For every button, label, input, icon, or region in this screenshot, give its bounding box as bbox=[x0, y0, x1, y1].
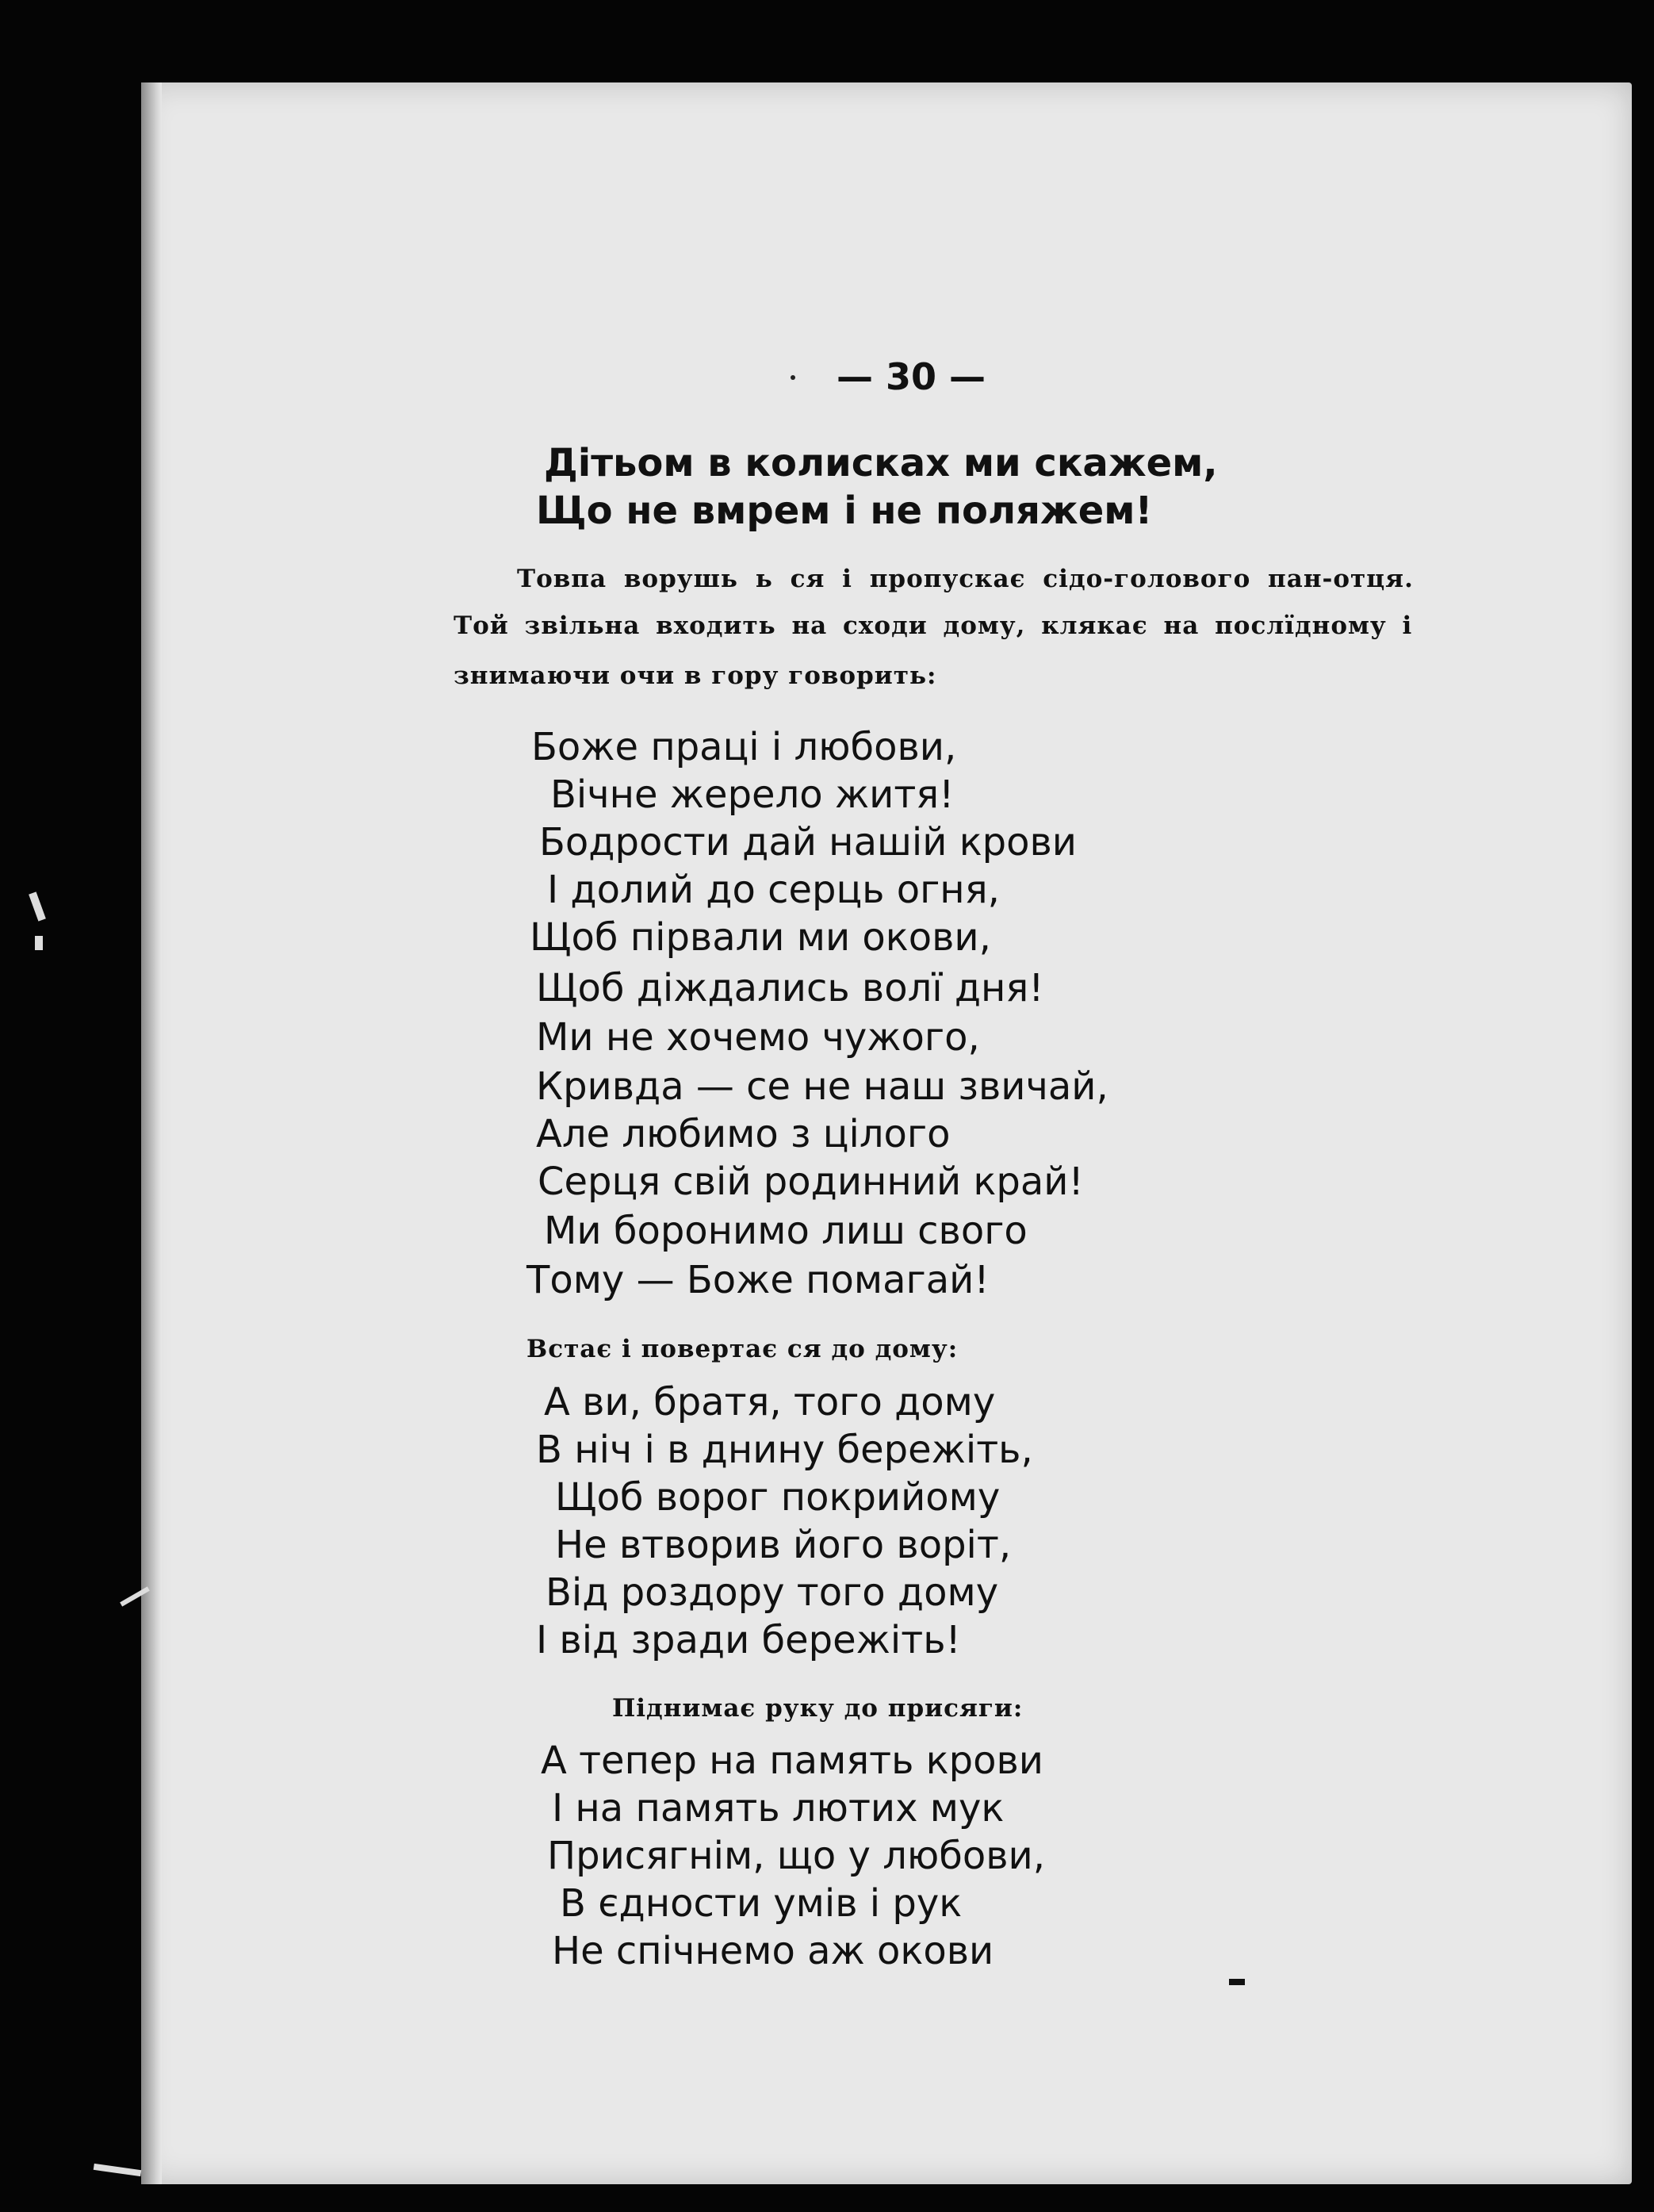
scan-speck bbox=[1229, 1979, 1245, 1985]
verse-line: Але любимо з цілого bbox=[536, 1112, 951, 1156]
page-gutter-shadow bbox=[141, 82, 162, 2184]
verse-line: Щоб пірвали ми окови, bbox=[530, 915, 991, 960]
stage-direction-line: знимаючи очи в гору говорить: bbox=[454, 661, 937, 690]
stray-dot bbox=[791, 375, 795, 380]
stage-direction-line: Встає і повертає ся до дому: bbox=[526, 1335, 959, 1363]
verse-line: Ми боронимо лиш свого bbox=[544, 1209, 1028, 1253]
verse-line: Не втворив його воріт, bbox=[555, 1523, 1012, 1567]
scan-speck bbox=[29, 891, 46, 921]
verse-line: Присягнім, що у любови, bbox=[547, 1834, 1045, 1878]
stage-direction-line: Піднимає руку до присяги: bbox=[612, 1694, 1024, 1723]
verse-line: Боже праці і любови, bbox=[531, 725, 957, 769]
verse-line: Що не вмрем і не поляжем! bbox=[536, 489, 1153, 533]
verse-line: Тому — Боже помагай! bbox=[526, 1258, 990, 1302]
verse-line: І на память лютих мук bbox=[552, 1786, 1005, 1831]
verse-line: Вічне жерело житя! bbox=[550, 772, 955, 817]
verse-line: Щоб діждались волї дня! bbox=[536, 966, 1044, 1010]
verse-line: Не спічнемо аж окови bbox=[552, 1929, 994, 1973]
verse-line: Дітьом в колисках ми скажем, bbox=[544, 441, 1218, 485]
page-number: — 30 — bbox=[837, 355, 986, 398]
verse-line: А ви, братя, того дому bbox=[544, 1380, 996, 1424]
verse-line: Щоб ворог покрийому bbox=[555, 1475, 1001, 1520]
scan-speck bbox=[94, 2164, 142, 2176]
verse-line: Серця свій родинний край! bbox=[538, 1160, 1084, 1204]
verse-line: В ніч і в днину бережіть, bbox=[536, 1428, 1033, 1472]
stage-direction-line: Товпа ворушь ь ся і пропускає сідо-голового пан-отця. bbox=[517, 565, 1414, 593]
verse-line: Кривда — се не наш звичай, bbox=[536, 1064, 1108, 1109]
stage-direction-line: Той звільна входить на сходи дому, клякає на послїдному і bbox=[454, 611, 1413, 640]
verse-line: А тепер на память крови bbox=[541, 1739, 1043, 1783]
verse-line: Бодрости дай нашій крови bbox=[539, 820, 1077, 864]
verse-line: Від роздору того дому bbox=[546, 1570, 999, 1615]
verse-line: І від зради бережіть! bbox=[536, 1618, 961, 1662]
scan-speck bbox=[35, 936, 43, 950]
verse-line: І долий до серць огня, bbox=[547, 868, 1000, 912]
verse-line: В єдности умів і рук bbox=[560, 1881, 963, 1926]
verse-line: Ми не хочемо чужого, bbox=[536, 1015, 980, 1060]
